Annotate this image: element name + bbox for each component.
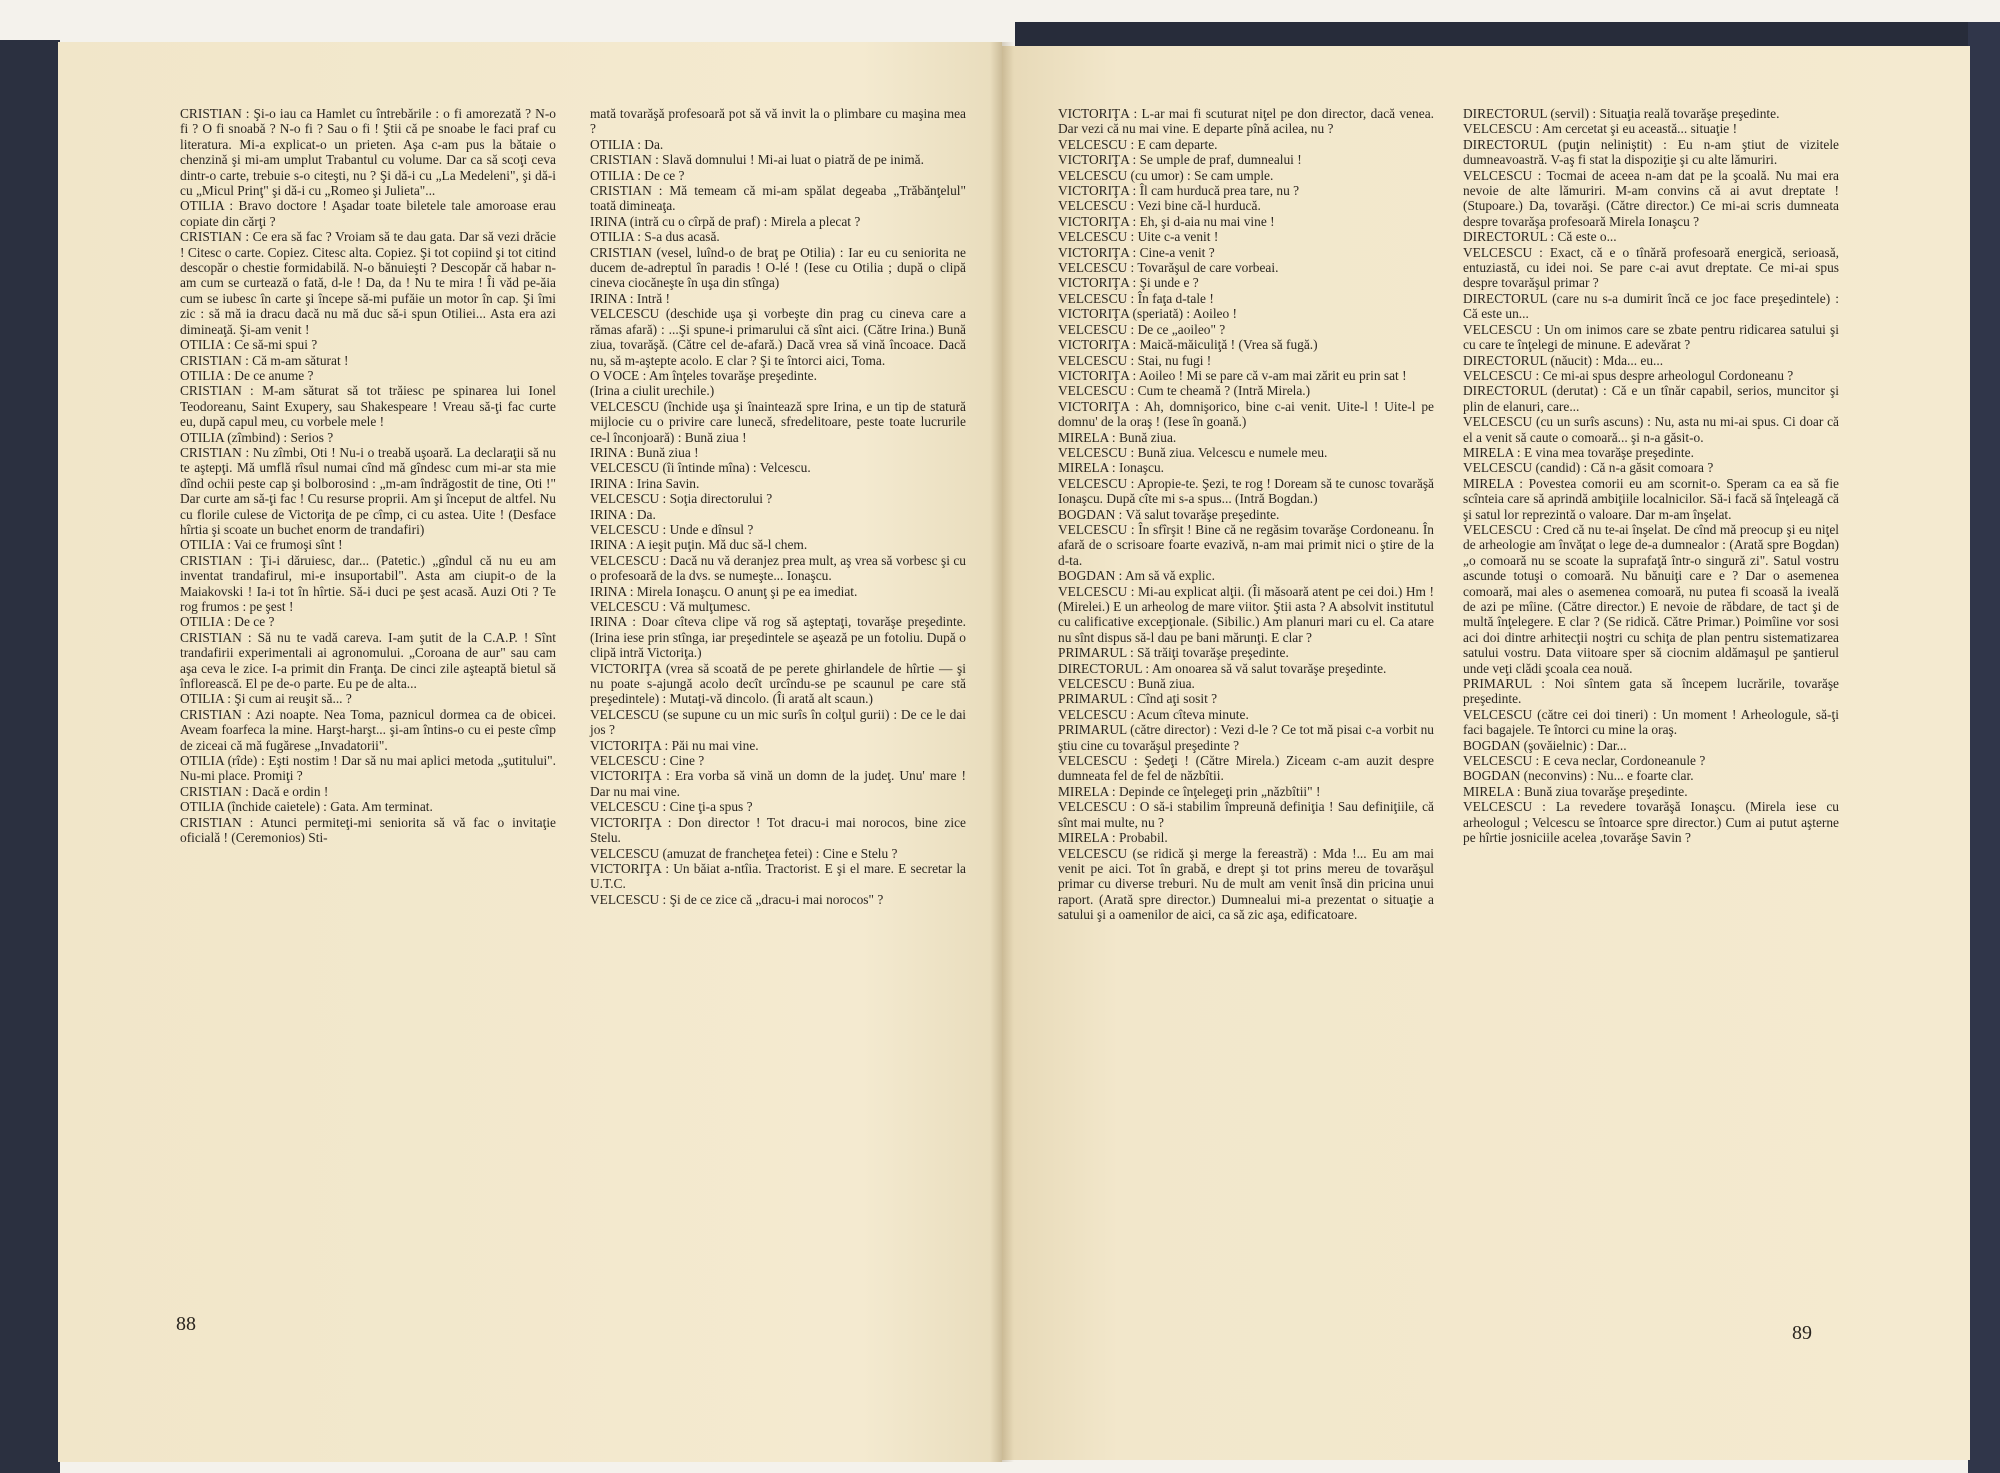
dialogue-paragraph: VELCESCU : Dacă nu vă deranjez prea mult, aş vrea să vorbesc şi cu o profesoară de la dvs. se numeşte... Ionaşcu. — [590, 552, 966, 584]
dialogue-paragraph: VICTORIŢA : Un băiat a-ntîia. Tractorist. E şi el mare. E secretar la U.T.C. — [590, 860, 966, 892]
dialogue-paragraph: OTILIA : Da. — [590, 136, 664, 152]
dialogue-paragraph: DIRECTORUL : Am onoarea să vă salut tovarăşe preşedinte. — [1058, 660, 1387, 676]
left-page-column-1 — [180, 106, 556, 846]
dialogue-paragraph: VICTORIŢA : Cine-a venit ? — [1058, 244, 1215, 260]
dialogue-paragraph: VELCESCU (deschide uşa şi vorbeşte din prag cu cineva care a rămas afară) : ...Şi spune-i primarului că sînt aici. (Către Irina.) Bună ziua, tovarăşă. (Către cel de-afară.) Dacă vrea să vină încoace. Dacă nu, să m-aştepte acolo. E clar ? Şi te întorci aici, Toma. — [590, 306, 966, 368]
dialogue-paragraph: DIRECTORUL : Că este o... — [1463, 229, 1617, 245]
dialogue-paragraph: VICTORIŢA : Don director ! Tot dracu-i mai norocos, bine zice Stelu. — [590, 814, 966, 846]
dialogue-paragraph: VELCESCU : Stai, nu fugi ! — [1058, 352, 1212, 368]
dialogue-paragraph: VELCESCU (se ridică şi merge la fereastră) : Mda !... Eu am mai venit pe aici. Tot în grabă, e drept şi tot prins mereu de tovarăşul primar cu diverse treburi. Nu de mult am venit însă din pricina unui raport. (Arată spre director.) Dumnealui mi-a prezentat o situaţie a satului şi a oamenilor de aici, ca să zic aşa, edificatoare. — [1058, 845, 1434, 923]
dialogue-paragraph: VELCESCU : Acum cîteva minute. — [1058, 706, 1249, 722]
dialogue-paragraph: VICTORIŢA : Păi nu mai vine. — [590, 737, 759, 753]
dialogue-paragraph: IRINA : A ieşit puţin. Mă duc să-l chem. — [590, 537, 808, 553]
dialogue-paragraph: VELCESCU : Cine ? — [590, 753, 705, 769]
dialogue-paragraph: (Irina a ciulit urechile.) — [590, 383, 715, 399]
dialogue-paragraph: CRISTIAN : Şi-o iau ca Hamlet cu întrebările : o fi amorezată ? N-o fi ? O fi snoabă ? N-o fi ? Sau o fi ! Ştii că pe snoabe le faci praf cu literatura. Mi-a explicat-o un prieten. Aşa c-am pus la bătaie o chenzină şi mi-am umplut Trabantul cu volume. Dar ca să scoţi ceva dintr-o carte, trebuie s-o citeşti, nu ? Şi dă-i cu „La Medeleni", şi dă-i cu „Micul Prinţ" şi dă-i cu „Romeo şi Julieta"... — [180, 106, 556, 199]
dialogue-paragraph: DIRECTORUL (servil) : Situaţia reală tovarăşe preşedinte. — [1463, 106, 1780, 121]
dialogue-paragraph: OTILIA : De ce ? — [590, 167, 685, 183]
dialogue-paragraph: VELCESCU : Cred că nu te-ai înşelat. De cînd mă preocup şi eu niţel de arheologie am învăţat o lege de-a dumnealor : (Arată spre Bogdan) „o comoară nu se scoate la suprafaţă într-o singură zi". Satul vostru ascunde totuşi o comoară. Nu bănuiţi care e ? Dar o asemenea comoară, mai ales o asemenea comoară, nu putea fi scoasă la iveală de azi pe mîine. (Către director.) E nevoie de răbdare, de tact şi de multă înţelegere. E clar ? (Se ridică. Către Primar.) Poimîine vor sosi aci doi dintre arhitecţii noştri cu schiţa de plan pentru sistematizarea satului vostru. Data viitoare sper să ciocnim aldămaşul pe şantierul unde veţi clădi şcoala cea nouă. — [1463, 521, 1839, 676]
dialogue-paragraph: MIRELA : Probabil. — [1058, 830, 1168, 846]
dialogue-paragraph: VELCESCU : Bună ziua. Velcescu e numele meu. — [1058, 444, 1328, 460]
dialogue-paragraph: PRIMARUL : Cînd aţi sosit ? — [1058, 691, 1218, 707]
dialogue-paragraph: DIRECTORUL (năucit) : Mda... eu... — [1463, 352, 1664, 368]
book-cover-right-edge — [1968, 22, 2000, 1473]
dialogue-paragraph: MIRELA : Povestea comorii eu am scornit-o. Speram ca ea să fie scînteia care să aprindă ambiţiile localnicilor. Să-i facă să înţeleagă că şi satul lor reprezintă o valoare. Dar m-am înşelat. — [1463, 475, 1839, 522]
dialogue-paragraph: VELCESCU (amuzat de francheţea fetei) : Cine e Stelu ? — [590, 845, 898, 861]
dialogue-paragraph: O VOCE : Am înţeles tovarăşe preşedinte. — [590, 367, 817, 383]
dialogue-paragraph: IRINA : Doar cîteva clipe vă rog să aşteptaţi, tovarăşe preşedinte. (Irina iese prin stînga, iar preşedintele se aşează pe un fotoliu. După o clipă intră Victoriţa.) — [590, 614, 966, 661]
dialogue-paragraph: VELCESCU : Am cercetat şi eu această... situaţie ! — [1463, 121, 1738, 137]
dialogue-paragraph: VELCESCU : Unde e dînsul ? — [590, 521, 754, 537]
dialogue-paragraph: PRIMARUL (către director) : Vezi d-le ? Ce tot mă pisai c-a vorbit nu ştiu cine cu tovarăşul preşedinte ? — [1058, 722, 1434, 753]
dialogue-paragraph: VELCESCU : Tocmai de aceea n-am dat pe la şcoală. Nu mai era nevoie de alte lămuriri. M-am convins că ai avut dreptate ! (Stupoare.) Da, tovarăşi. (Către director.) Ce mi-ai scris dumneata despre tovarăşa profesoară Mirela Ionaşcu ? — [1463, 167, 1839, 229]
dialogue-paragraph: OTILIA : Şi cum ai reuşit să... ? — [180, 691, 352, 707]
dialogue-paragraph: VELCESCU (candid) : Că n-a găsit comoara ? — [1463, 460, 1714, 476]
dialogue-paragraph: VICTORIŢA : Ah, domnişorico, bine c-ai venit. Uite-l ! Uite-l pe domnu' de la oraş ! (Iese în goană.) — [1058, 398, 1434, 430]
dialogue-paragraph: CRISTIAN : M-am săturat să tot trăiesc pe spinarea lui Ionel Teodoreanu, Saint Exupery, sau Shakespeare ! Vreau să-ţi fac curte eu, după capul meu, cu vorbele mele ! — [180, 383, 556, 430]
dialogue-paragraph: VELCESCU : Ce mi-ai spus despre arheologul Cordoneanu ? — [1463, 367, 1794, 383]
dialogue-paragraph: VICTORIŢA : Era vorba să vină un domn de la judeţ. Unu' mare ! Dar nu mai vine. — [590, 768, 966, 799]
dialogue-paragraph: OTILIA : Vai ce frumoşi sînt ! — [180, 537, 343, 553]
dialogue-paragraph: VICTORIŢA : Şi unde e ? — [1058, 275, 1199, 291]
dialogue-paragraph: VELCESCU : În sfîrşit ! Bine că ne regăsim tovarăşe Cordoneanu. În afară de o scrisoare foarte evazivă, n-am mai primit nici o ştire de la d-ta. — [1058, 521, 1434, 568]
dialogue-paragraph: VICTORIŢA (speriată) : Aoileo ! — [1058, 306, 1238, 322]
dialogue-paragraph: VELCESCU : Cine ţi-a spus ? — [590, 799, 753, 815]
dialogue-paragraph: VICTORIŢA : Maică-măiculiţă ! (Vrea să fugă.) — [1058, 337, 1318, 353]
dialogue-paragraph: BOGDAN (şovăielnic) : Dar... — [1463, 737, 1627, 753]
left-page-column-2 — [590, 106, 966, 907]
dialogue-paragraph: MIRELA : Depinde ce înţelegeţi prin „năzbîtii" ! — [1058, 783, 1321, 799]
dialogue-paragraph: MIRELA : Bună ziua. — [1058, 429, 1177, 445]
dialogue-paragraph: VELCESCU : Bună ziua. — [1058, 676, 1195, 692]
dialogue-paragraph: BOGDAN : Am să vă explic. — [1058, 568, 1215, 584]
dialogue-paragraph: BOGDAN (neconvins) : Nu... e foarte clar. — [1463, 768, 1694, 784]
dialogue-paragraph: DIRECTORUL (derutat) : Că e un tînăr capabil, serios, muncitor şi plin de elanuri, care... — [1463, 383, 1839, 414]
dialogue-paragraph: VICTORIŢA : Se umple de praf, dumnealui ! — [1058, 152, 1302, 168]
dialogue-paragraph: VELCESCU : E ceva neclar, Cordoneanule ? — [1463, 753, 1706, 769]
dialogue-paragraph: CRISTIAN : Dacă e ordin ! — [180, 783, 329, 799]
dialogue-paragraph: VELCESCU : Vezi bine că-l hurducă. — [1058, 198, 1261, 214]
dialogue-paragraph: CRISTIAN : Ce era să fac ? Vroiam să te dau gata. Dar să vezi drăcie ! Citesc o carte. Copiez. Citesc alta. Copiez. Şi tot copiind şi tot citind descopăr o chestie formidabilă. N-o bănuieşti ? Descopăr că habar n-am cum se curtează o fată, d-le ! Da, da ! Nu te mira ! Îi văd pe-ăia cum se iubesc în carte şi începe să-mi pufăie un motor în cap. Şi îmi zic : să mă ia dracu dacă nu mă duc să-i spun Otiliei... Asta era azi dimineaţă. Şi-am venit ! — [180, 229, 556, 337]
dialogue-paragraph: OTILIA : De ce ? — [180, 614, 275, 630]
dialogue-paragraph: VELCESCU : În faţa d-tale ! — [1058, 290, 1214, 306]
dialogue-paragraph: MIRELA : Bună ziua tovarăşe preşedinte. — [1463, 783, 1688, 799]
dialogue-paragraph: VELCESCU (îi întinde mîna) : Velcescu. — [590, 460, 811, 476]
dialogue-paragraph: CRISTIAN : Să nu te vadă careva. I-am şutit de la C.A.P. ! Sînt trandafirii experimentali ai agronomului. „Coroana de aur" sau cam aşa ceva le zice. I-a primit din Franţa. De cinci zile aşteaptă bietul să înflorească. El pe de-o parte. Eu pe de alta... — [180, 629, 556, 692]
dialogue-paragraph: DIRECTORUL (care nu s-a dumirit încă ce joc face preşedintele) : Că este un... — [1463, 290, 1839, 322]
dialogue-paragraph: OTILIA : Bravo doctore ! Aşadar toate biletele tale amoroase erau copiate din cărţi ? — [180, 198, 556, 229]
right-page-column-1 — [1058, 106, 1434, 923]
dialogue-paragraph: VELCESCU : E cam departe. — [1058, 136, 1218, 152]
dialogue-paragraph: VICTORIŢA : Aoileo ! Mi se pare că v-am mai zărit eu prin sat ! — [1058, 367, 1407, 383]
dialogue-paragraph: CRISTIAN : Că m-am săturat ! — [180, 352, 349, 368]
dialogue-paragraph: MIRELA : E vina mea tovarăşe preşedinte. — [1463, 444, 1694, 460]
book-cover-left-edge — [0, 40, 60, 1473]
dialogue-paragraph: VELCESCU : Mi-au explicat alţii. (Îi măsoară atent pe cei doi.) Hm ! (Mirelei.) E un arheolog de mare viitor. Ştii asta ? A absolvit institutul cu calificative excepţionale. (Sibilic.) Am planuri mari cu el. Ca atare nu sînt dispus să-l dau pe bani mărunţi. E clar ? — [1058, 583, 1434, 645]
dialogue-paragraph: VELCESCU : Soţia directorului ? — [590, 491, 773, 507]
dialogue-paragraph: VELCESCU : Apropie-te. Şezi, te rog ! Doream să te cunosc tovarăşă Ionaşcu. După cîte mi s-a spus... (Intră Bogdan.) — [1058, 475, 1434, 507]
book-gutter — [990, 42, 1014, 1462]
dialogue-paragraph: VICTORIŢA : L-ar mai fi scuturat niţel pe don director, dacă venea. Dar vezi că nu mai vine. E departe pînă acilea, nu ? — [1058, 106, 1434, 137]
dialogue-paragraph: BOGDAN : Vă salut tovarăşe preşedinte. — [1058, 506, 1280, 522]
dialogue-paragraph: OTILIA (rîde) : Eşti nostim ! Dar să nu mai aplici metoda „şutitului". Nu-mi place. Promiţi ? — [180, 753, 556, 784]
dialogue-paragraph: IRINA (intră cu o cîrpă de praf) : Mirela a plecat ? — [590, 213, 861, 229]
page-number-left: 88 — [176, 1313, 196, 1335]
dialogue-paragraph: VELCESCU (închide uşa şi înaintează spre Irina, e un tip de statură mijlocie cu o privire care lunecă, sfredelitoare, peste toate lucrurile ce-l înconjoară) : Bună ziua ! — [590, 398, 966, 445]
dialogue-paragraph: PRIMARUL : Să trăiţi tovarăşe preşedinte. — [1058, 645, 1289, 661]
dialogue-paragraph: OTILIA : S-a dus acasă. — [590, 229, 720, 245]
dialogue-paragraph: IRINA : Mirela Ionaşcu. O anunţ şi pe ea imediat. — [590, 583, 858, 599]
dialogue-paragraph: VICTORIŢA (vrea să scoată de pe perete ghirlandele de hîrtie — şi nu poate s-ajungă acolo decît urcîndu-se pe scaunul pe care stă preşedintele) : Mutaţi-vă dincolo. (Îi arată alt scaun.) — [590, 660, 966, 707]
dialogue-paragraph: VELCESCU : De ce „aoileo" ? — [1058, 321, 1226, 337]
dialogue-paragraph: VELCESCU : La revedere tovarăşă Ionaşcu. (Mirela iese cu arheologul ; Velcescu se întoarce spre director.) Cum ai putut aşterne pe hîrtie josniciile acelea ,tovarăşe Savin ? — [1463, 799, 1839, 846]
dialogue-paragraph: CRISTIAN : Azi noapte. Nea Toma, paznicul dormea ca de obicei. Aveam foarfeca la mine. Harşt-harşt... şi-am întins-o cu ei peste cîmp de ziceai că mă fugărese „Invadatorii". — [180, 706, 556, 753]
dialogue-paragraph: VELCESCU (se supune cu un mic surîs în colţul gurii) : De ce le dai jos ? — [590, 706, 966, 738]
page-number-right: 89 — [1792, 1322, 1812, 1344]
dialogue-paragraph: VELCESCU : Tovarăşul de care vorbeai. — [1058, 260, 1279, 276]
dialogue-paragraph: IRINA : Irina Savin. — [590, 475, 700, 491]
dialogue-paragraph: VELCESCU : Un om inimos care se zbate pentru ridicarea satului şi cu care te înţelegi de minune. E adevărat ? — [1463, 321, 1839, 353]
dialogue-paragraph: VICTORIŢA : Îl cam hurducă prea tare, nu ? — [1058, 183, 1300, 199]
dialogue-paragraph: CRISTIAN : Ţi-i dăruiesc, dar... (Patetic.) „gîndul că nu eu am inventat trandafirul, mi-e insuportabil". Asta am ciupit-o de la Maiakovski ! Ia-i tot în hîrtie. Să-i duci pe şest acasă. Auzi Oti ? Te rog frumos : pe şest ! — [180, 552, 556, 614]
dialogue-paragraph: VELCESCU (către cei doi tineri) : Un moment ! Arheologule, să-ţi faci bagajele. Te întorci cu mine la oraş. — [1463, 706, 1839, 738]
dialogue-paragraph: VELCESCU : Exact, că e o tînără profesoară energică, serioasă, entuziastă, cu idei noi. Se pare c-ai avut dreptate. Ce mi-ai spus despre tovarăşul primar ? — [1463, 244, 1839, 291]
dialogue-paragraph: OTILIA (zîmbind) : Serios ? — [180, 429, 334, 445]
dialogue-paragraph: VICTORIŢA : Eh, şi d-aia nu mai vine ! — [1058, 213, 1275, 229]
dialogue-paragraph: PRIMARUL : Noi sîntem gata să începem lucrările, tovarăşe preşedinte. — [1463, 676, 1839, 707]
dialogue-paragraph: VELCESCU : Şedeţi ! (Către Mirela.) Ziceam c-am auzit despre dumneata fel de fel de năzbîtii. — [1058, 753, 1434, 784]
dialogue-paragraph: CRISTIAN : Atunci permiteţi-mi seniorita să vă fac o invitaţie oficială ! (Ceremonios) Sti- — [180, 814, 556, 846]
dialogue-paragraph: CRISTIAN : Nu zîmbi, Oti ! Nu-i o treabă uşoară. La declaraţii să nu te aştepţi. Mă umflă rîsul numai cînd mă gîndesc cum mi-ar sta mie dînd ochii peste cap şi bolborosind : „m-am îndrăgostit de tine, Oti !" Dar curte am să-ţi fac ! Cu resurse proprii. Am şi început de altfel. Nu cu florile culese de Victoriţa de pe cîmp, ci cu astea. Uite ! (Desface hîrtia şi scoate un buchet enorm de trandafiri) — [180, 444, 556, 537]
dialogue-paragraph: OTILIA : De ce anume ? — [180, 367, 314, 383]
dialogue-paragraph: OTILIA (închide caietele) : Gata. Am terminat. — [180, 799, 433, 815]
dialogue-paragraph: CRISTIAN (vesel, luînd-o de braţ pe Otilia) : Iar eu cu seniorita ne ducem de-adreptul în paradis ! O-lé ! (Iese cu Otilia ; după o clipă cineva ciocăneşte în uşa din stînga) — [590, 244, 966, 291]
dialogue-paragraph: DIRECTORUL (puţin neliniştit) : Eu n-am ştiut de vizitele dumneavoastră. V-aş fi stat la dispoziţie şi cu alte lămuriri. — [1463, 136, 1839, 168]
dialogue-paragraph: IRINA : Bună ziua ! — [590, 444, 699, 460]
dialogue-paragraph: IRINA : Intră ! — [590, 290, 670, 306]
dialogue-paragraph: CRISTIAN : Mă temeam că mi-am spălat degeaba „Trăbănţelul" toată dimineaţa. — [590, 183, 966, 214]
dialogue-paragraph: VELCESCU : Cum te cheamă ? (Intră Mirela.) — [1058, 383, 1311, 399]
dialogue-paragraph: mată tovarăşă profesoară pot să vă invit la o plimbare cu maşina mea ? — [590, 106, 966, 137]
dialogue-paragraph: VELCESCU : O să-i stabilim împreună definiţia ! Sau definiţiile, că sînt mai multe, nu ? — [1058, 799, 1434, 830]
dialogue-paragraph: VELCESCU : Şi de ce zice că „dracu-i mai norocos" ? — [590, 891, 884, 907]
dialogue-paragraph: VELCESCU : Vă mulţumesc. — [590, 599, 751, 614]
dialogue-paragraph: IRINA : Da. — [590, 506, 656, 522]
dialogue-paragraph: OTILIA : Ce să-mi spui ? — [180, 337, 318, 353]
dialogue-paragraph: VELCESCU : Uite c-a venit ! — [1058, 229, 1219, 245]
dialogue-paragraph: VELCESCU (cu un surîs ascuns) : Nu, asta nu mi-ai spus. Ci doar că el a venit să caute o comoară... şi n-a găsit-o. — [1463, 414, 1839, 445]
dialogue-paragraph: MIRELA : Ionaşcu. — [1058, 460, 1164, 476]
right-page-column-2 — [1463, 106, 1839, 846]
dialogue-paragraph: VELCESCU (cu umor) : Se cam umple. — [1058, 167, 1274, 183]
dialogue-paragraph: CRISTIAN : Slavă domnului ! Mi-ai luat o piatră de pe inimă. — [590, 152, 924, 168]
